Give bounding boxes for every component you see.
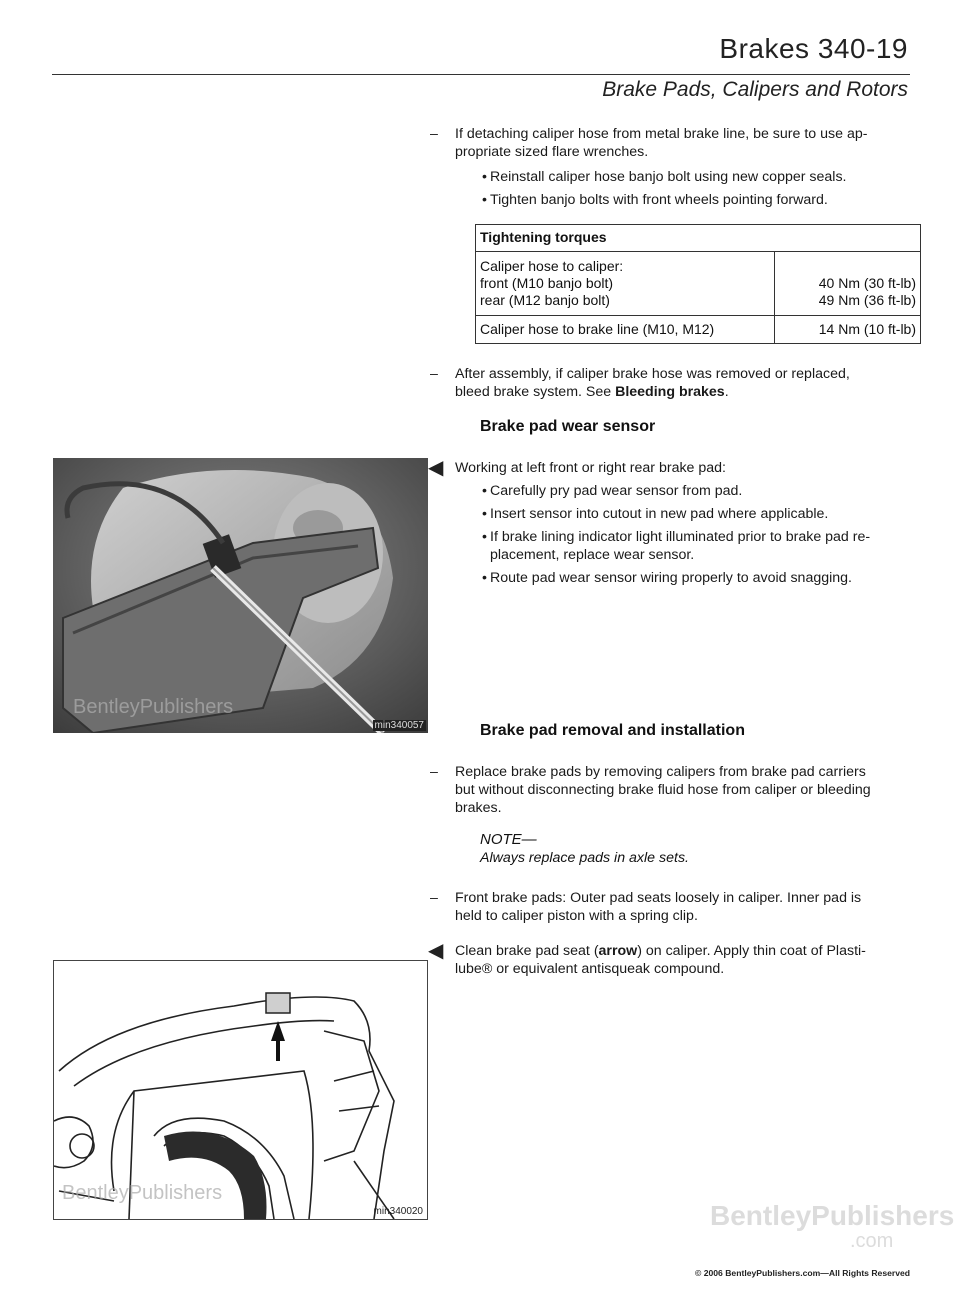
figure-id-1: min340057 <box>374 720 424 731</box>
note-text: Always replace pads in axle sets. <box>480 850 689 866</box>
note-block <box>480 831 689 867</box>
table-header: Tightening torques <box>476 225 921 252</box>
step-clean-seat: ◀ Clean brake pad seat (arrow) on caliper. Apply thin coat of Plasti- lube® or equivalent antisqueak compound. <box>428 940 866 977</box>
step-dash: – <box>430 126 438 142</box>
bullet-banjo-tighten: • Tighten banjo bolts with front wheels pointing forward. <box>482 192 828 208</box>
bullet-route-wiring: • Route pad wear sensor wiring properly to avoid snagging. <box>482 570 852 586</box>
bullet-indicator-light: • If brake lining indicator light illuminated prior to brake pad re- placement, replace wear sensor. <box>482 529 871 563</box>
footer-logo-sub: .com <box>850 1230 894 1252</box>
bullet-insert-sensor: • Insert sensor into cutout in new pad where applicable. <box>482 506 829 522</box>
step-wear-sensor-intro: ◀ Working at left front or right rear brake pad: <box>428 457 727 479</box>
bullet-pry-sensor: • Carefully pry pad wear sensor from pad. <box>482 483 743 499</box>
copyright-notice: © 2006 BentleyPublishers.com—All Rights Reserved <box>695 1268 911 1278</box>
left-arrow-icon: ◀ <box>428 457 444 479</box>
footer-logo: BentleyPublishers <box>710 1200 955 1231</box>
note-label: NOTE— <box>480 831 537 848</box>
heading-wear-sensor: Brake pad wear sensor <box>480 418 656 435</box>
figure-id-2: min340020 <box>373 1206 423 1217</box>
wear-sensor-photo-illustration <box>53 458 428 733</box>
tightening-torques-table <box>475 224 921 344</box>
heading-pad-removal: Brake pad removal and installation <box>480 722 745 739</box>
watermark-text: BentleyPublishers <box>62 1182 223 1204</box>
left-arrow-icon: ◀ <box>428 940 444 962</box>
photo-wear-sensor <box>53 458 428 733</box>
watermark-text: BentleyPublishers <box>73 696 234 718</box>
page-title: Brakes 340-19 <box>719 33 908 64</box>
step-after-assembly: – After assembly, if caliper brake hose was removed or replaced, bleed brake system. See Bleeding brakes. <box>430 366 850 400</box>
bullet-banjo-seals: • Reinstall caliper hose banjo bolt using new copper seals. <box>482 169 847 185</box>
header-rule <box>52 74 910 75</box>
caliper-line-illustration <box>54 961 427 1219</box>
caliper-drawing <box>53 960 428 1220</box>
xref-bleeding-brakes: Bleeding brakes <box>615 384 725 400</box>
step-replace-pads: – Replace brake pads by removing calipers from brake pad carriers but without disconnecting brake fluid hose from caliper or bleeding brakes. <box>430 764 871 816</box>
step-front-pads: – Front brake pads: Outer pad seats loosely in caliper. Inner pad is held to caliper piston with a spring clip. <box>430 890 862 924</box>
table-row: Caliper hose to caliper: front (M10 banjo bolt) rear (M12 banjo bolt) 40 Nm (30 ft-lb) 49 Nm (36 ft-lb) <box>476 252 921 316</box>
table-row: Caliper hose to brake line (M10, M12) 14 Nm (10 ft-lb) <box>476 316 921 344</box>
step-detach-hose: – If detaching caliper hose from metal brake line, be sure to use ap- propriate sized flare wrenches. <box>430 126 868 160</box>
page-subtitle: Brake Pads, Calipers and Rotors <box>602 78 908 101</box>
